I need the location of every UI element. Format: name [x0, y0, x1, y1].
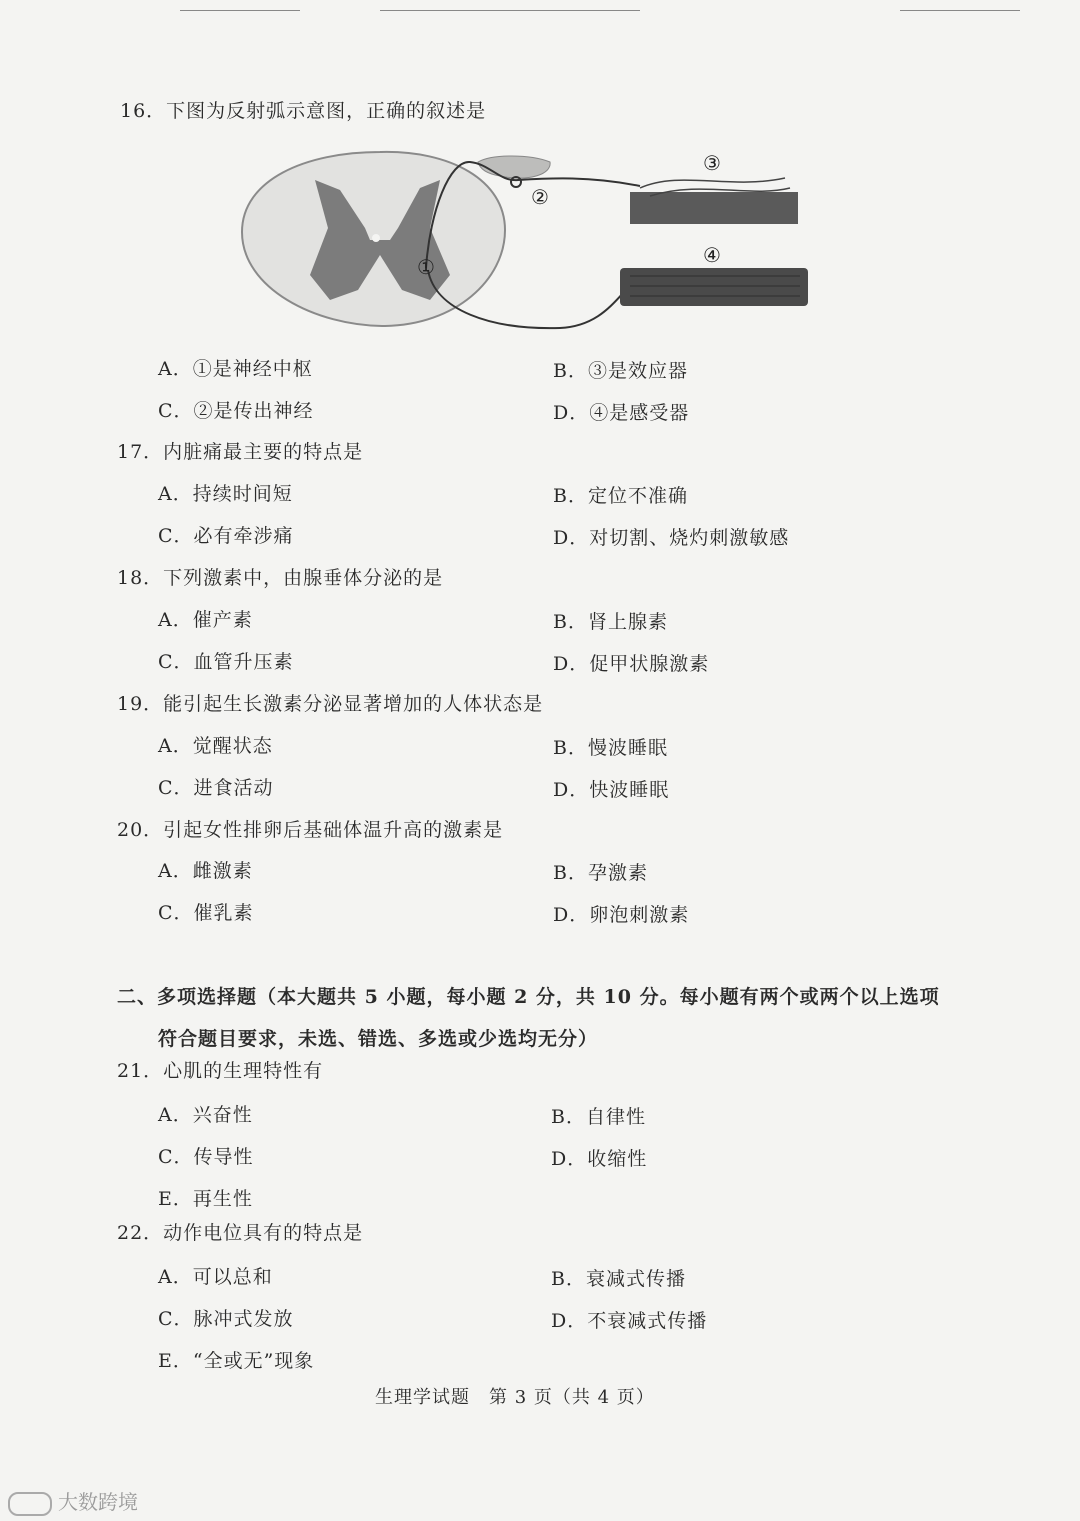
scan-edge-line	[180, 10, 300, 11]
q22-option-b: B．衰减式传播	[551, 1268, 686, 1290]
q18-option-b: B．肾上腺素	[553, 611, 668, 633]
q21-option-a: A．兴奋性	[158, 1104, 253, 1126]
q19-option-b: B．慢波睡眠	[553, 737, 668, 759]
q16-option-b: B．③是效应器	[553, 360, 688, 382]
q22-option-e: E．“全或无”现象	[158, 1350, 315, 1372]
dorsal-root-ganglion	[478, 156, 550, 178]
q17-option-b: B．定位不准确	[553, 485, 688, 507]
q17-option-c: C．必有牵涉痛	[158, 525, 294, 547]
question-18-stem: 18．下列激素中，由腺垂体分泌的是	[117, 567, 444, 589]
watermark-icon	[8, 1492, 52, 1516]
scan-edge-line	[380, 10, 640, 11]
q20-option-d: D．卵泡刺激素	[553, 904, 690, 926]
question-21-stem: 21．心肌的生理特性有	[117, 1060, 324, 1082]
q18-option-c: C．血管升压素	[158, 651, 294, 673]
q20-option-a: A．雌激素	[158, 860, 253, 882]
section-2-heading-cont: 符合题目要求，未选、错选、多选或少选均无分）	[158, 1028, 599, 1050]
q18-option-a: A．催产素	[158, 609, 253, 631]
scan-edge-line	[900, 10, 1020, 11]
watermark-text: 大数跨境	[58, 1490, 138, 1514]
question-22-stem: 22．动作电位具有的特点是	[117, 1222, 364, 1244]
q19-option-d: D．快波睡眠	[553, 779, 670, 801]
q17-option-d: D．对切割、烧灼刺激敏感	[553, 527, 790, 549]
q20-option-c: C．催乳素	[158, 902, 254, 924]
reflex-arc-diagram	[230, 140, 830, 340]
question-16-stem: 16．下图为反射弧示意图，正确的叙述是	[120, 100, 487, 122]
q21-option-d: D．收缩性	[551, 1148, 648, 1170]
label-1: ①	[417, 255, 435, 279]
q16-option-c: C．②是传出神经	[158, 400, 314, 422]
q21-option-c: C．传导性	[158, 1146, 254, 1168]
receptor-tissue	[630, 192, 798, 224]
q16-option-a: A．①是神经中枢	[158, 358, 313, 380]
q22-option-d: D．不衰减式传播	[551, 1310, 708, 1332]
q20-option-b: B．孕激素	[553, 862, 648, 884]
section-2-heading: 二、多项选择题（本大题共 5 小题，每小题 2 分，共 10 分。每小题有两个或两个以上选项	[117, 986, 940, 1008]
q17-option-a: A．持续时间短	[158, 483, 293, 505]
q22-option-c: C．脉冲式发放	[158, 1308, 294, 1330]
question-20-stem: 20．引起女性排卵后基础体温升高的激素是	[117, 819, 504, 841]
label-2: ②	[531, 185, 549, 209]
central-canal	[372, 234, 380, 242]
q19-option-a: A．觉醒状态	[158, 735, 273, 757]
q19-option-c: C．进食活动	[158, 777, 274, 799]
page-footer: 生理学试题 第 3 页（共 4 页）	[375, 1387, 655, 1408]
q21-option-b: B．自律性	[551, 1106, 646, 1128]
q22-option-a: A．可以总和	[158, 1266, 273, 1288]
question-19-stem: 19．能引起生长激素分泌显著增加的人体状态是	[117, 693, 544, 715]
q16-option-d: D．④是感受器	[553, 402, 690, 424]
question-17-stem: 17．内脏痛最主要的特点是	[117, 441, 364, 463]
effector-muscle	[620, 268, 808, 306]
label-3: ③	[703, 151, 721, 175]
watermark-logo	[8, 1486, 138, 1516]
label-4: ④	[703, 243, 721, 267]
q18-option-d: D．促甲状腺激素	[553, 653, 710, 675]
q21-option-e: E．再生性	[158, 1188, 253, 1210]
